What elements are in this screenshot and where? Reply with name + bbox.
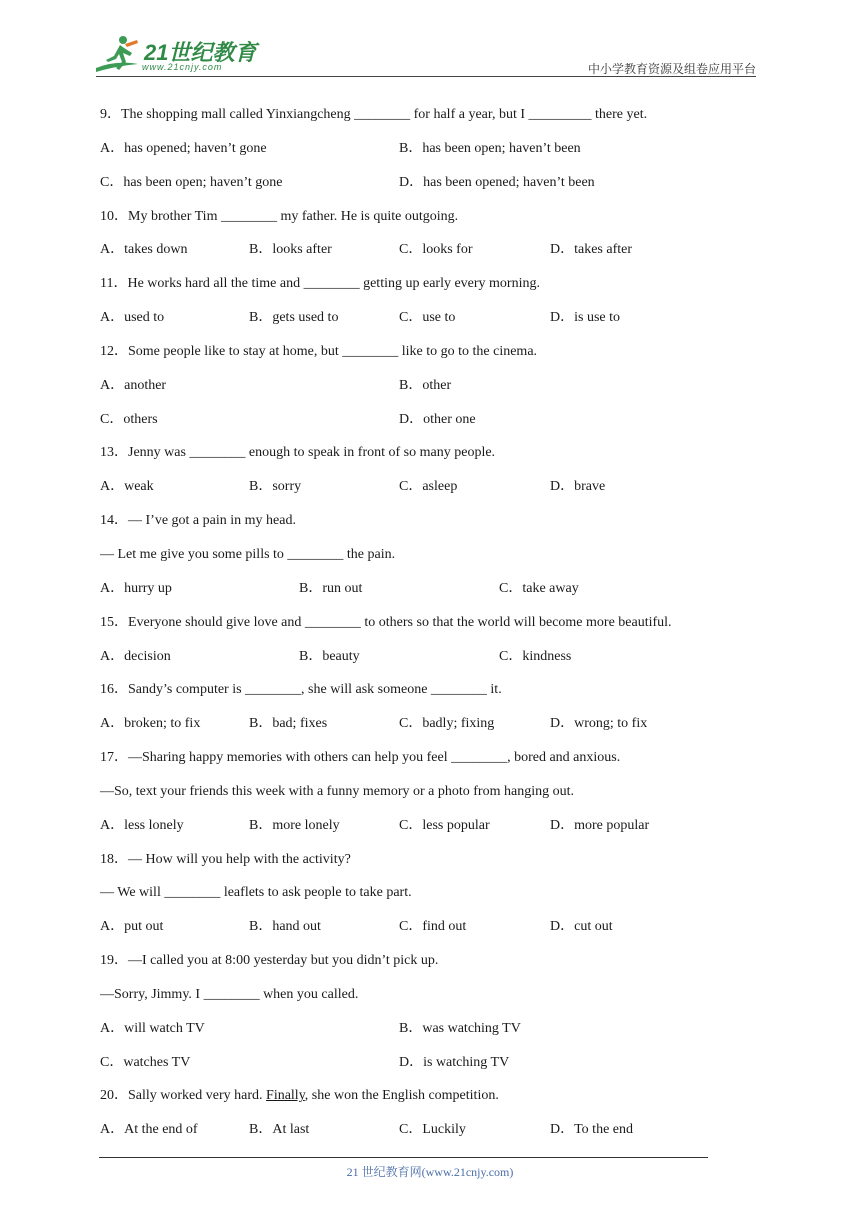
answer-option[interactable]: A．hurry up [100, 580, 172, 596]
runner-logo-icon [92, 34, 142, 78]
answer-option[interactable]: D．is use to [550, 310, 620, 326]
options-row [100, 473, 760, 507]
answer-option[interactable]: B．more lonely [249, 817, 340, 833]
answer-option[interactable]: A．has opened; haven’t gone [100, 140, 267, 156]
answer-option[interactable]: C．use to [399, 310, 456, 326]
header-divider [96, 76, 756, 77]
question-stem: 17．—Sharing happy memories with others can help you feel ________, bored and anxious. [100, 750, 621, 766]
options-row [100, 913, 760, 947]
answer-option[interactable]: D．brave [550, 479, 606, 495]
answer-option[interactable]: B．looks after [249, 242, 332, 258]
question-stem: 18．— How will you help with the activity? [100, 851, 351, 867]
answer-option[interactable]: A．put out [100, 919, 164, 935]
answer-option[interactable]: D．has been opened; haven’t been [399, 174, 595, 190]
answer-option[interactable]: D．To the end [550, 1122, 634, 1138]
platform-name: 中小学教育资源及组卷应用平台 [587, 62, 756, 76]
answer-option[interactable]: B．hand out [249, 919, 321, 935]
answer-option[interactable]: B．gets used to [249, 310, 339, 326]
answer-option[interactable]: D．cut out [550, 919, 613, 935]
answer-option[interactable]: B．bad; fixes [249, 716, 328, 732]
options-row [100, 372, 760, 406]
answer-option[interactable]: B．beauty [299, 648, 360, 664]
question-stem: 11．He works hard all the time and ________ getting up early every morning. [100, 276, 540, 292]
question-stem [100, 1082, 760, 1116]
answer-option[interactable]: A．used to [100, 310, 165, 326]
question-stem: 13．Jenny was ________ enough to speak in front of so many people. [100, 445, 496, 461]
question-stem: 19．—I called you at 8:00 yesterday but you didn’t pick up. [100, 953, 439, 969]
underlined-word: Finally [266, 1088, 305, 1104]
stem-text: 20．Sally worked very hard. [100, 1088, 267, 1104]
answer-option[interactable]: C．others [100, 411, 158, 427]
options-row [100, 1116, 760, 1150]
options-row [100, 135, 760, 169]
answer-option[interactable]: C．asleep [399, 479, 458, 495]
page-header [0, 0, 860, 80]
options-row [100, 169, 760, 203]
answer-option[interactable]: B．was watching TV [399, 1020, 521, 1036]
answer-option[interactable]: B．other [399, 377, 452, 393]
options-row [100, 1015, 760, 1049]
options-row [100, 236, 760, 270]
answer-option[interactable]: A．another [100, 377, 167, 393]
answer-option[interactable]: D．other one [399, 411, 476, 427]
question-stem: 14．— I’ve got a pain in my head. [100, 513, 296, 529]
question-stem: —So, text your friends this week with a funny memory or a photo from hanging out. [100, 783, 574, 799]
question-stem: 16．Sandy’s computer is ________, she will ask someone ________ it. [100, 682, 502, 698]
options-row [100, 812, 760, 846]
answer-option[interactable]: D．is watching TV [399, 1054, 510, 1070]
answer-option[interactable]: C．has been open; haven’t gone [100, 174, 283, 190]
question-list [100, 101, 760, 1150]
answer-option[interactable]: D．wrong; to fix [550, 716, 648, 732]
answer-option[interactable]: C．take away [499, 580, 579, 596]
options-row [100, 1049, 760, 1083]
answer-option[interactable]: A．At the end of [100, 1122, 198, 1138]
question-stem: 10．My brother Tim ________ my father. He is quite outgoing. [100, 208, 459, 224]
question-stem: 15．Everyone should give love and ________ to others so that the world will become more beautiful. [100, 614, 672, 630]
answer-option[interactable]: C．Luckily [399, 1122, 466, 1138]
options-row [100, 406, 760, 440]
options-row [100, 304, 760, 338]
site-logo [92, 34, 262, 78]
question-stem: —Sorry, Jimmy. I ________ when you called. [100, 986, 359, 1002]
answer-option[interactable]: A．weak [100, 479, 154, 495]
answer-option[interactable]: A．less lonely [100, 817, 184, 833]
answer-option[interactable]: C．watches TV [100, 1054, 191, 1070]
page-footer: 21 世纪教育网(www.21cnjy.com) [346, 1165, 514, 1179]
answer-option[interactable]: C．find out [399, 919, 467, 935]
footer-divider [99, 1157, 708, 1158]
question-stem: — We will ________ leaflets to ask people to take part. [100, 885, 412, 901]
answer-option[interactable]: B．has been open; haven’t been [399, 140, 581, 156]
options-row [100, 643, 760, 677]
answer-option[interactable]: A．takes down [100, 242, 188, 258]
answer-option[interactable]: B．At last [249, 1122, 310, 1138]
question-stem: — Let me give you some pills to ________ the pain. [100, 546, 396, 562]
answer-option[interactable]: C．looks for [399, 242, 473, 258]
logo-url: www.21cnjy.com [142, 62, 223, 72]
answer-option[interactable]: B．run out [299, 580, 363, 596]
question-stem: 12．Some people like to stay at home, but ________ like to go to the cinema. [100, 343, 538, 359]
options-row [100, 575, 760, 609]
answer-option[interactable]: C．kindness [499, 648, 572, 664]
answer-option[interactable]: D．more popular [550, 817, 650, 833]
answer-option[interactable]: D．takes after [550, 242, 633, 258]
question-stem: 9．The shopping mall called Yinxiangcheng ________ for half a year, but I _________ there yet. [100, 107, 648, 122]
answer-option[interactable]: A．will watch TV [100, 1020, 205, 1036]
stem-text: , she won the English competition. [304, 1088, 499, 1104]
answer-option[interactable]: C．badly; fixing [399, 716, 495, 732]
answer-option[interactable]: B．sorry [249, 479, 302, 495]
answer-option[interactable]: A．broken; to fix [100, 716, 201, 732]
logo-text: 21世纪教育 [144, 40, 257, 65]
answer-option[interactable]: A．decision [100, 648, 171, 664]
answer-option[interactable]: C．less popular [399, 817, 490, 833]
options-row [100, 710, 760, 744]
